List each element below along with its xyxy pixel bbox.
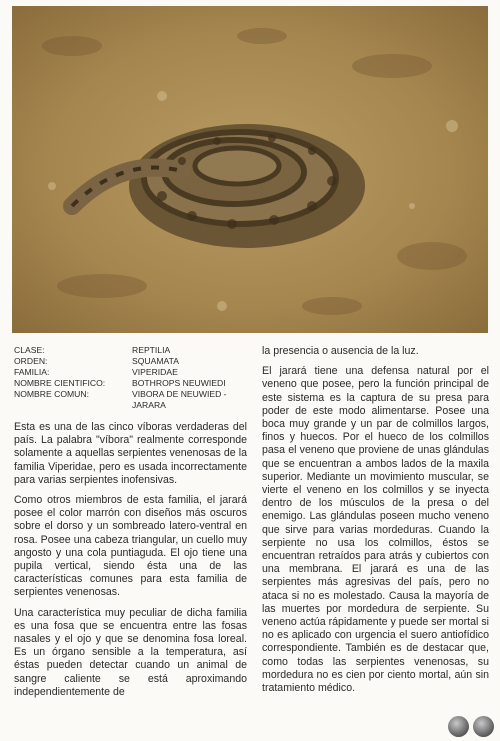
taxonomy-value: SQUAMATA	[132, 356, 179, 366]
publisher-logos	[448, 716, 494, 737]
publisher-logo-icon	[473, 716, 494, 737]
paragraph: Como otros miembros de esta familia, el jarará posee el color marrón con diseños más oscuros sobre el dorso y un sombreado latero-ventral en rosa. Posee una cabeza triangular, un cuello muy angosto y una cola puntiaguda. El ojo tiene una pupila vertical, siendo ésta una de las características comunes para esta familia de serpientes venenosas.	[14, 494, 247, 599]
taxonomy-key: ORDEN:	[14, 356, 48, 366]
taxonomy-value: REPTILIA	[132, 345, 171, 355]
paragraph: Esta es una de las cinco víboras verdaderas del país. La palabra "víbora" realmente corresponde solamente a aquellas serpientes venenosas de la familia Viperidae, pero es usada incorrectamente para varias serpientes inofensivas.	[14, 421, 247, 486]
taxonomy-row	[14, 345, 254, 356]
taxonomy-row	[14, 378, 254, 389]
taxonomy-row	[14, 389, 254, 411]
taxonomy-table	[14, 345, 254, 411]
taxonomy-value: VIPERIDAE	[132, 367, 178, 377]
left-text-column	[14, 421, 247, 706]
paragraph: El jarará tiene una defensa natural por el veneno que posee, pero la función principal de este sistema es la captura de su presa para poder de este modo alimentarse. Posee una boca muy grande y un par de colmillos largos, finos y huecos. Por el hueco de los colmillos pasa el veneno que proviene de unas glándulas que se encuentran a ambos lados de la maxila superior. Mediante un movimiento muscular, se vierte el veneno en los colmillos y se inyecta dentro de los músculos de la presa o del enemigo. Las glándulas poseen mucho veneno que sirve para varias mordeduras. Cuando la serpiente no usa los colmillos, éstos se encuentran retraídos para atrás y cubiertos con una membrana. El jarará es una de las serpientes más agresivas del país, pero no ataca si no es molestado. Causa la mayoría de las muertes por mordedura de serpiente. Su veneno actúa rápidamente y puede ser mortal si no es aplicado con urgencia el suero antiofídico correspondiente. También es de destacar que, como todas las serpientes venenosas, su mordedura no es cien por ciento mortal, aún sin tratamiento médico.	[262, 365, 489, 695]
publisher-logo-icon	[448, 716, 469, 737]
snake-photo	[12, 6, 488, 333]
right-text-column	[262, 345, 489, 702]
taxonomy-key: NOMBRE CIENTIFICO:	[14, 378, 106, 388]
taxonomy-key: FAMILIA:	[14, 367, 50, 377]
taxonomy-key: NOMBRE COMUN:	[14, 389, 89, 399]
taxonomy-key: CLASE:	[14, 345, 45, 355]
paragraph: Una característica muy peculiar de dicha familia es una fosa que se encuentra entre las fosas nasales y el ojo y que se denomina fosa loreal. Es un órgano sensible a la temperatura, así éstas pueden detectar cuando un animal de sangre caliente se está aproximando independientemente de	[14, 606, 247, 698]
taxonomy-row	[14, 356, 254, 367]
taxonomy-row	[14, 367, 254, 378]
taxonomy-value: BOTHROPS NEUWIEDI	[132, 378, 226, 388]
paragraph: la presencia o ausencia de la luz.	[262, 345, 419, 357]
taxonomy-value: VIBORA DE NEUWIED - JARARA	[132, 389, 227, 410]
